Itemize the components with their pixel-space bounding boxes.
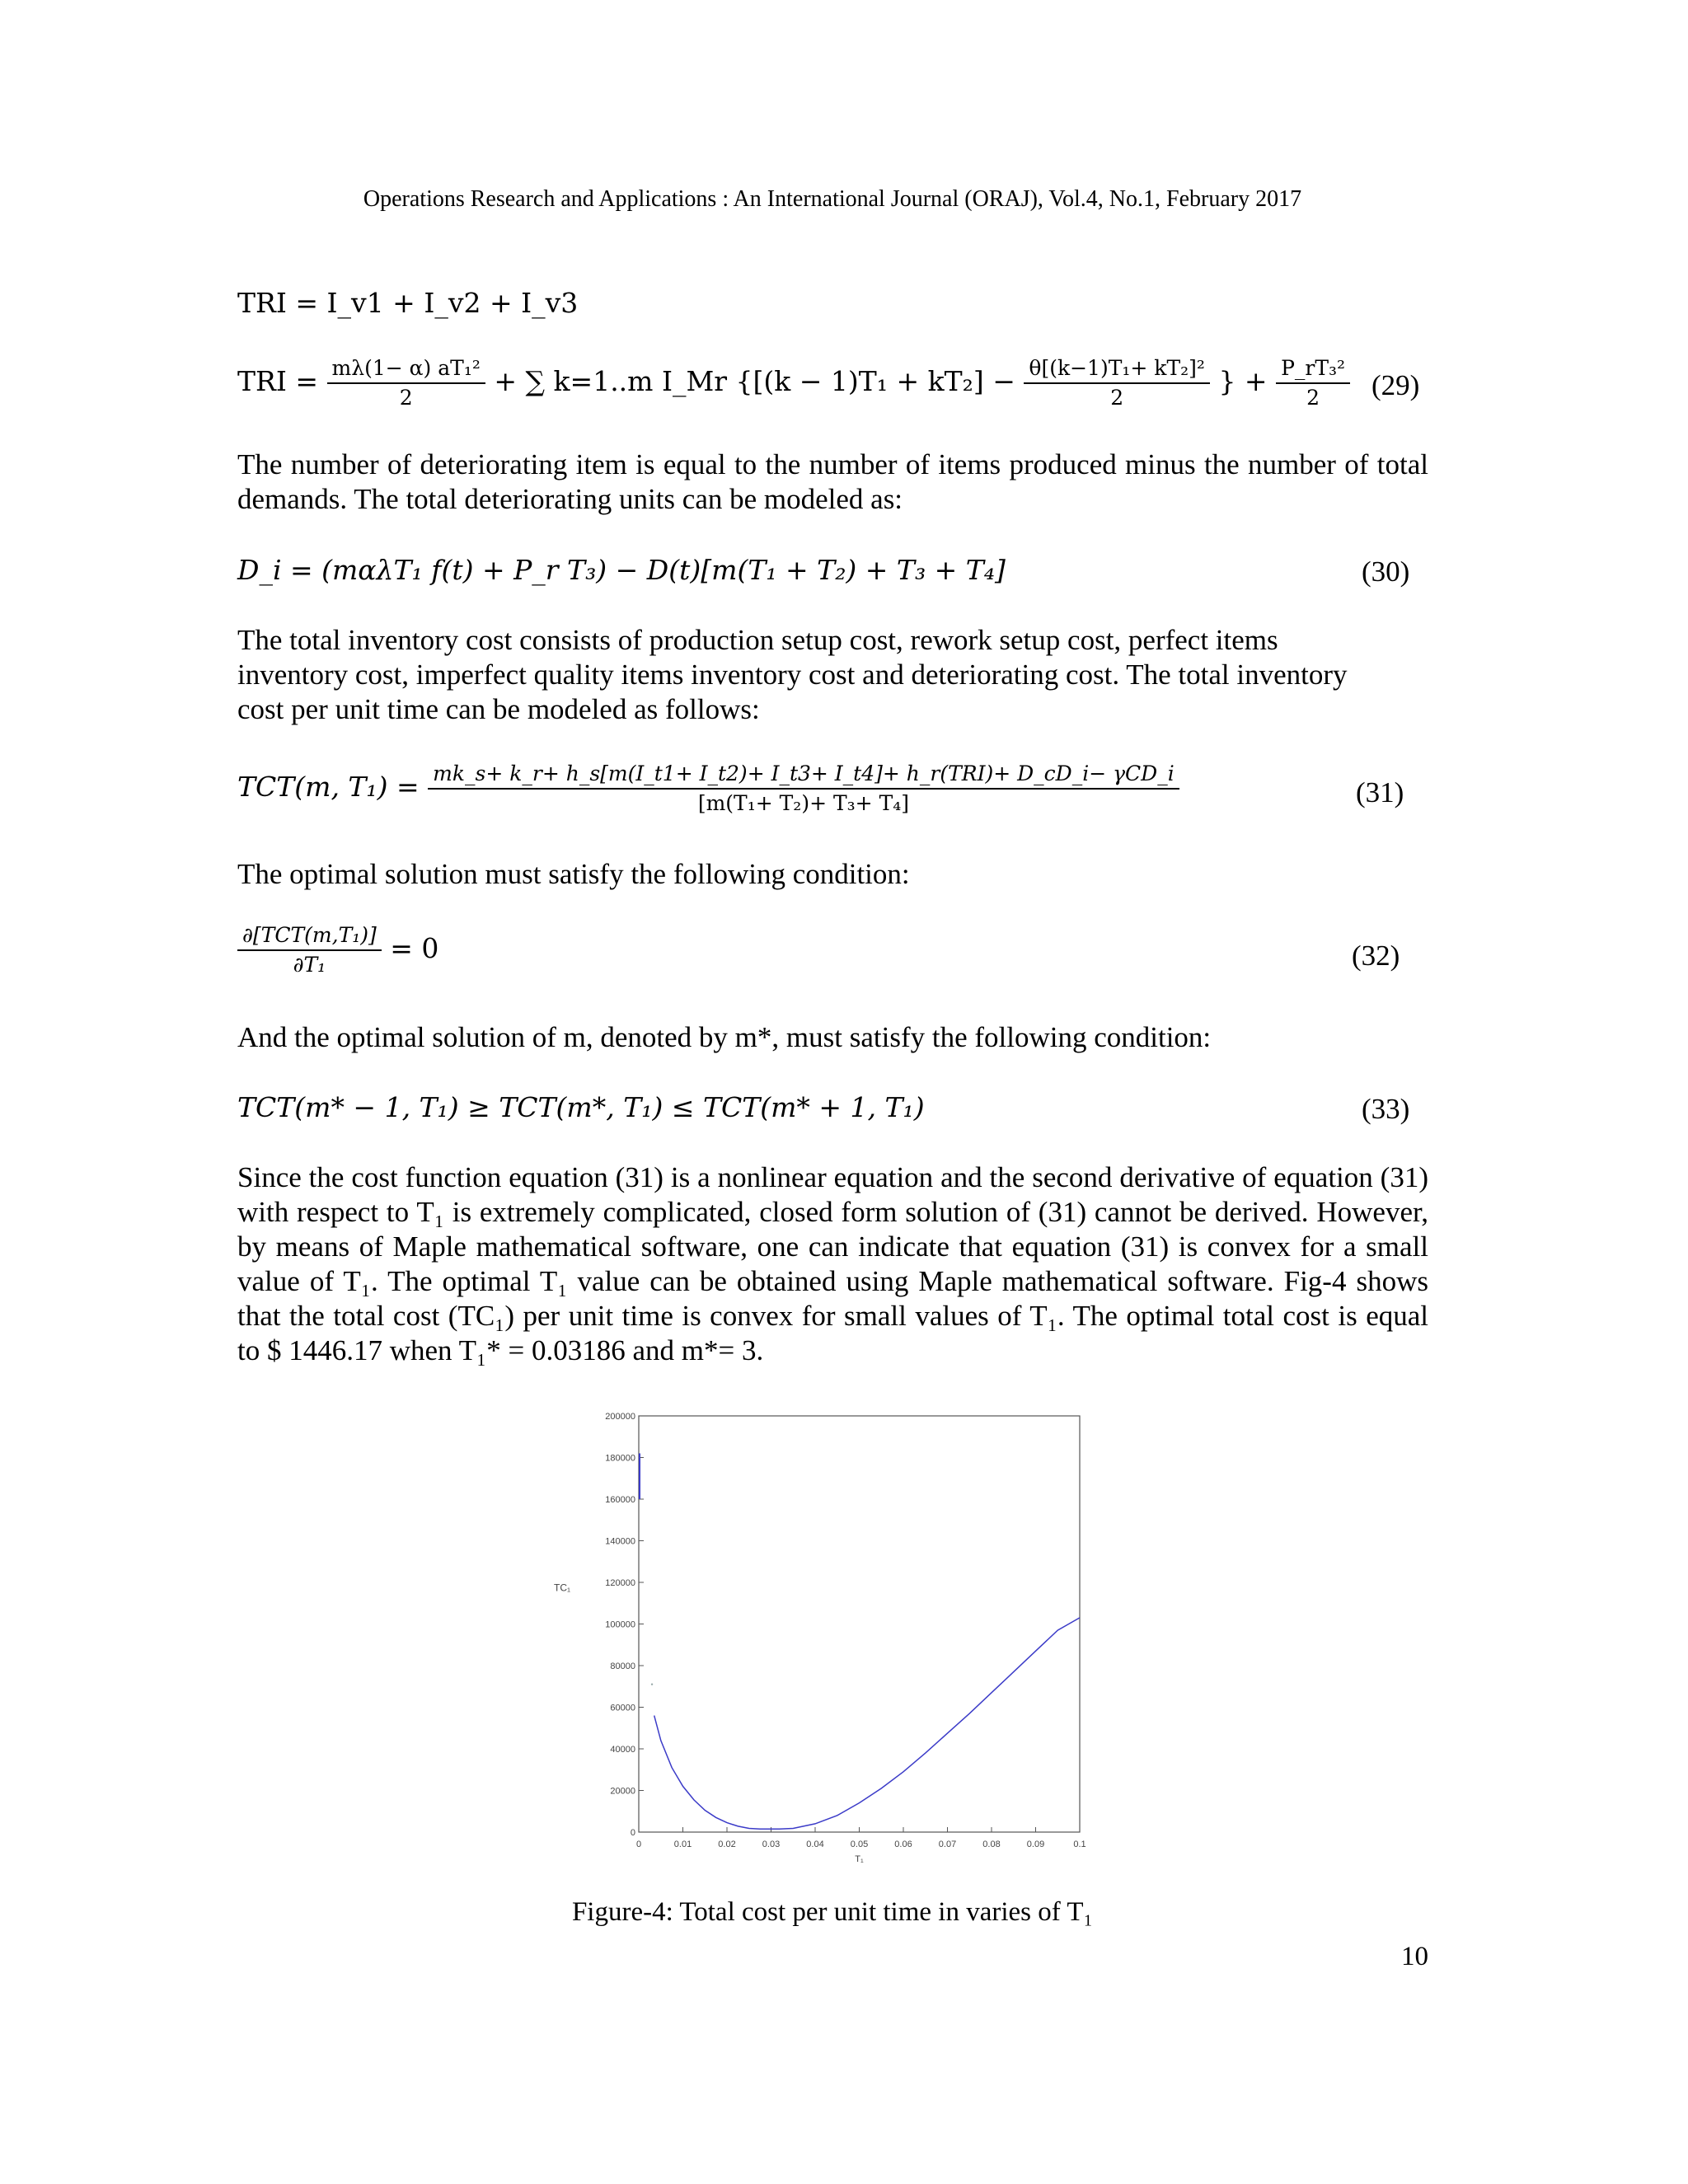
x-tick-label: 0 (635, 1840, 642, 1849)
paragraph-optimal-condition: The optimal solution must satisfy the following condition: (237, 858, 910, 890)
stray-point (651, 1684, 653, 1685)
eq31-numerator: mk_s+ k_r+ h_s[m(I_t1+ I_t2)+ I_t3+ I_t4]+ h_r(TRI)+ D_cD_i− γCD_i (428, 760, 1179, 790)
eq29-frac3-denominator: 2 (1306, 386, 1320, 410)
page-number: 10 (1401, 1942, 1428, 1971)
equation-tri-sum-text: TRI = I_v1 + I_v2 + I_v3 (237, 287, 579, 319)
equation-tri-sum (237, 285, 578, 321)
x-tick-label: 0.09 (1026, 1840, 1045, 1849)
paragraph-total-inventory-cost: The total inventory cost consists of production setup cost, rework setup cost, perfect items inventory cost, imperfect quality items inventory cost and deteriorating cost. The total inventory cost per unit time can be modeled as follows: (237, 624, 1348, 725)
y-tick-label: 40000 (610, 1745, 635, 1755)
equation-number-32: (32) (1352, 940, 1400, 972)
y-tick-label: 160000 (605, 1495, 635, 1505)
x-tick-label: 0.1 (1073, 1840, 1086, 1849)
equation-29 (237, 354, 1350, 412)
eq29-fraction-3 (1276, 354, 1350, 412)
journal-header: Operations Research and Applications : An International Journal (ORAJ), Vol.4, No.1, February 2017 (363, 186, 1302, 212)
figure-caption: Figure-4: Total cost per unit time in varies of T₁ (571, 1897, 1094, 1927)
eq32-denominator: ∂T₁ (293, 953, 326, 977)
x-tick-label: 0.01 (673, 1840, 692, 1849)
paragraph-optimal-m: And the optimal solution of m, denoted by m*, must satisfy the following condition: (237, 1021, 1212, 1053)
eq29-frac2-denominator: 2 (1110, 386, 1124, 410)
equation-33: TCT(m* − 1, T₁) ≥ TCT(m*, T₁) ≤ TCT(m* + 1, T₁) (237, 1091, 925, 1123)
y-tick-label: 200000 (605, 1412, 635, 1422)
x-tick-label: 0.06 (894, 1840, 912, 1849)
x-tick-label: 0.04 (806, 1840, 824, 1849)
equation-number-29: (29) (1372, 369, 1420, 401)
x-tick-label: 0.05 (850, 1840, 869, 1849)
total-cost-chart (544, 1401, 1104, 1879)
y-tick-label: 140000 (605, 1536, 635, 1547)
y-tick-label: 120000 (605, 1578, 635, 1588)
eq29-close: } + (1218, 365, 1268, 397)
paragraph-deteriorating-items: The number of deteriorating item is equal to the number of items produced minus the number of total demands. The total deteriorating units can be modeled as: (237, 448, 1428, 515)
y-tick-label: 20000 (610, 1786, 635, 1797)
x-tick-label: 0.07 (938, 1840, 957, 1849)
y-tick-label: 180000 (605, 1453, 635, 1464)
eq32-fraction (237, 921, 382, 979)
equation-number-33: (33) (1362, 1093, 1410, 1125)
x-tick-label: 0.08 (982, 1840, 1001, 1849)
eq29-sum-part: + ∑ k=1..m I_Mr {[(k − 1)T₁ + kT₂] − (494, 365, 1015, 397)
equation-30: D_i = (mαλT₁ f(t) + P_r T₃) − D(t)[m(T₁ + T₂) + T₃ + T₄] (237, 554, 1006, 586)
eq31-denominator: [m(T₁+ T₂)+ T₃+ T₄] (697, 791, 910, 815)
y-tick-label: 100000 (605, 1619, 635, 1630)
equation-number-31: (31) (1356, 776, 1404, 808)
eq31-fraction (428, 760, 1179, 818)
y-tick-label: 60000 (610, 1703, 635, 1713)
figure-4 (544, 1401, 1104, 1883)
equation-number-30: (30) (1362, 555, 1410, 588)
eq29-fraction-1 (327, 354, 485, 412)
eq29-frac1-denominator: 2 (399, 386, 413, 410)
eq31-lhs: TCT(m, T₁) = (237, 771, 420, 803)
eq29-fraction-2 (1024, 354, 1210, 412)
x-axis-label: T₁ (855, 1854, 864, 1864)
eq32-rhs: = 0 (390, 932, 439, 964)
plot-frame (639, 1416, 1080, 1832)
equation-32 (237, 921, 438, 979)
paragraph-convexity: Since the cost function equation (31) is a nonlinear equation and the second derivative of equation (31) with respect to T₁ is extremely complicated, closed form solution of (31) cannot be derived. However, by means of Maple mathematical software, one can indicate that equation (31) is convex for a small value of T₁. The optimal T₁ value can be obtained using Maple mathematical software. Fig-4 shows that the total cost (TC₁) per unit time is convex for small values of T₁. The optimal total cost is equal to $ 1446.17 when T₁* = 0.03186 and m*= 3. (237, 1161, 1428, 1366)
x-tick-label: 0.02 (718, 1840, 736, 1849)
eq29-lhs: TRI = (237, 365, 319, 397)
y-tick-label: 0 (630, 1828, 635, 1838)
eq29-frac1-numerator: mλ(1− α) aT₁² (327, 354, 485, 384)
eq29-frac2-numerator: θ[(k−1)T₁+ kT₂]² (1024, 354, 1210, 384)
y-axis-label: TC₁ (554, 1582, 571, 1594)
eq32-numerator: ∂[TCT(m,T₁)] (237, 921, 382, 951)
y-tick-label: 80000 (610, 1661, 635, 1671)
total-cost-curve (654, 1618, 1080, 1829)
eq29-frac3-numerator: P_rT₃² (1276, 354, 1350, 384)
equation-31 (237, 760, 1179, 818)
x-tick-label: 0.03 (762, 1840, 781, 1849)
